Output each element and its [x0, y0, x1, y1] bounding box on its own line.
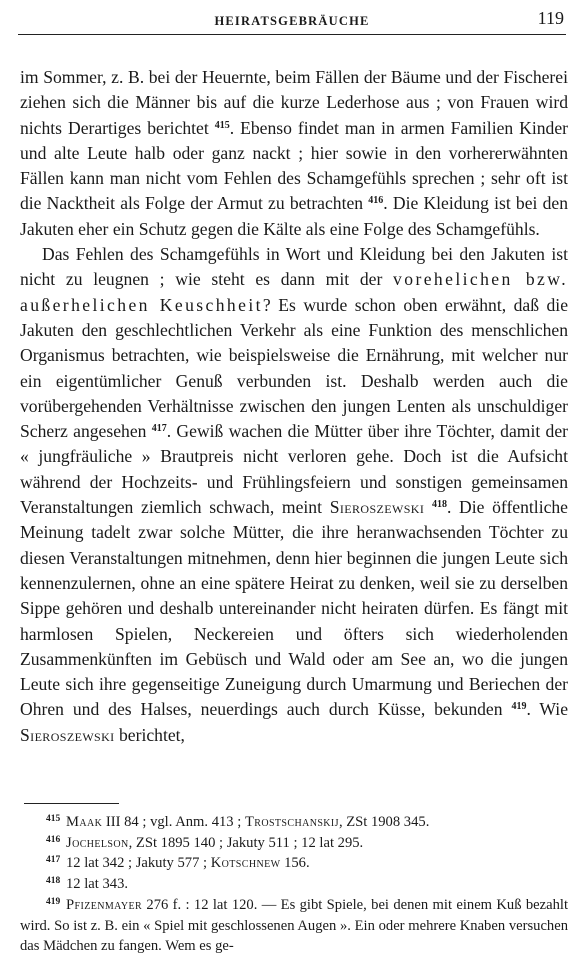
footnote-415: 415 Maak III 84 ; vgl. Anm. 413 ; Trostschanskij, ZSt 1908 345. — [46, 814, 430, 830]
footnote-ref-419: 419 — [511, 701, 527, 713]
footnote-ref-418: 418 — [431, 499, 447, 511]
footnote-417: 417 12 lat 342 ; Jakuty 577 ; Kotschnew 156. — [46, 855, 310, 872]
author-name: Sieroszewski — [20, 724, 115, 745]
paragraph-1: im Sommer, z. B. bei der Heuernte, beim Fällen der Bäume und der Fischerei ziehen sich die Männer bis auf die kurze Lederhose aus ; von Frauen wird nichts Derartiges berichtet $^{415}$. Ebenso findet man in armen Familien Kinder und alte Leute halb oder ganz nackt ; hier sowie in den vorhererwähnten Fällen kann man nicht vom Fehlen des Schamgefühls sprechen ; sehr oft ist die Nacktheit als Folge der Armut zu betrachten $^{416}$. Die Kleidung ist bei den Jakuten eher ein Schutz gegen die Kälte als eine Folge des Schamgefühls. — [20, 67, 569, 239]
emphasized-phrase: vorehelichen bzw. außerhelichen Keuschheit — [20, 269, 568, 315]
body-text — [20, 65, 568, 748]
footnote-ref-416: 416 — [368, 195, 384, 207]
footnote-ref-417: 417 — [151, 423, 167, 435]
page-number: 119 — [537, 8, 564, 28]
footnote-416: 416 Jochelson, ZSt 1895 140 ; Jakuty 511 ; 12 lat 295. — [46, 834, 364, 851]
paragraph-2: Das Fehlen des Schamgefühls in Wort und Kleidung bei den Jakuten ist nicht zu leugnen ; wie steht es dann mit der vorehelichen bzw. außerhelichen Keuschheit? Es wurde schon oben erwähnt, daß die Jakuten den geschlechtlichen Verkehr als eine Funktion des menschlichen Organismus betrachten, wie beispielsweise die Ernährung, mit welcher nur ein eigentümlicher Genuß verbunden ist. Deshalb werden auch die vorübergehenden Verhältnisse zwischen den jungen Lenten als unschuldiger Scherz angesehen $^{417}$. Gewiß wachen die Mütter über ihre Töchter, damit der « jungfräuliche » Brautpreis nicht verloren gehe. Doch ist die Aufsicht während der Hochzeits- und Frühlingsfeiern und sonstigen gemeinsamen Veranstaltungen ziemlich schwach, meint Sieroszewski $^{418}$. Die öffentliche Meinung tadelt zwar solche Mütter, die ihre heranwachsenden Töchter zu diesen Veranstaltungen mitnehmen, denn hier beginnen die jungen Leute sich kennenzulernen, ohne an eine spätere Heirat zu denken, weil sie zu derselben Sippe gehören und deshalb untereinander nicht heiraten dürfen. Es fängt mit harmlosen Spielen, Neckereien und öfters sich wiederholenden Zusammenkünften im Gebüsch und Wald oder am See an, wo die jungen Leute sich ihre gegenseitige Zuneigung durch Umarmung und Beriechen der Ohren und des Halses, neuerdings auch durch Küsse, bekunden $^{419}$. Wie Sieroszewski berichtet, — [20, 244, 569, 745]
running-head: HEIRATSGEBRÄUCHE — [214, 14, 370, 28]
footnote-ref-415: 415 — [214, 119, 230, 131]
footnote-418: 418 12 lat 343. — [46, 876, 129, 893]
footnotes — [20, 812, 568, 957]
author-name: Sieroszewski — [329, 497, 425, 518]
page-header — [18, 8, 566, 35]
footnote-419: 419 Pfizenmayer 276 f. : 12 lat 120. — Es gibt Spiele, bei denen mit einem Kuß bezahlt wird. So ist z. B. ein « Spiel mit geschlossenen Augen ». Ein oder mehrere Knaben versuchen das Mädchen zu fangen. Wem es ge- — [20, 896, 568, 955]
footnote-divider — [24, 803, 119, 804]
